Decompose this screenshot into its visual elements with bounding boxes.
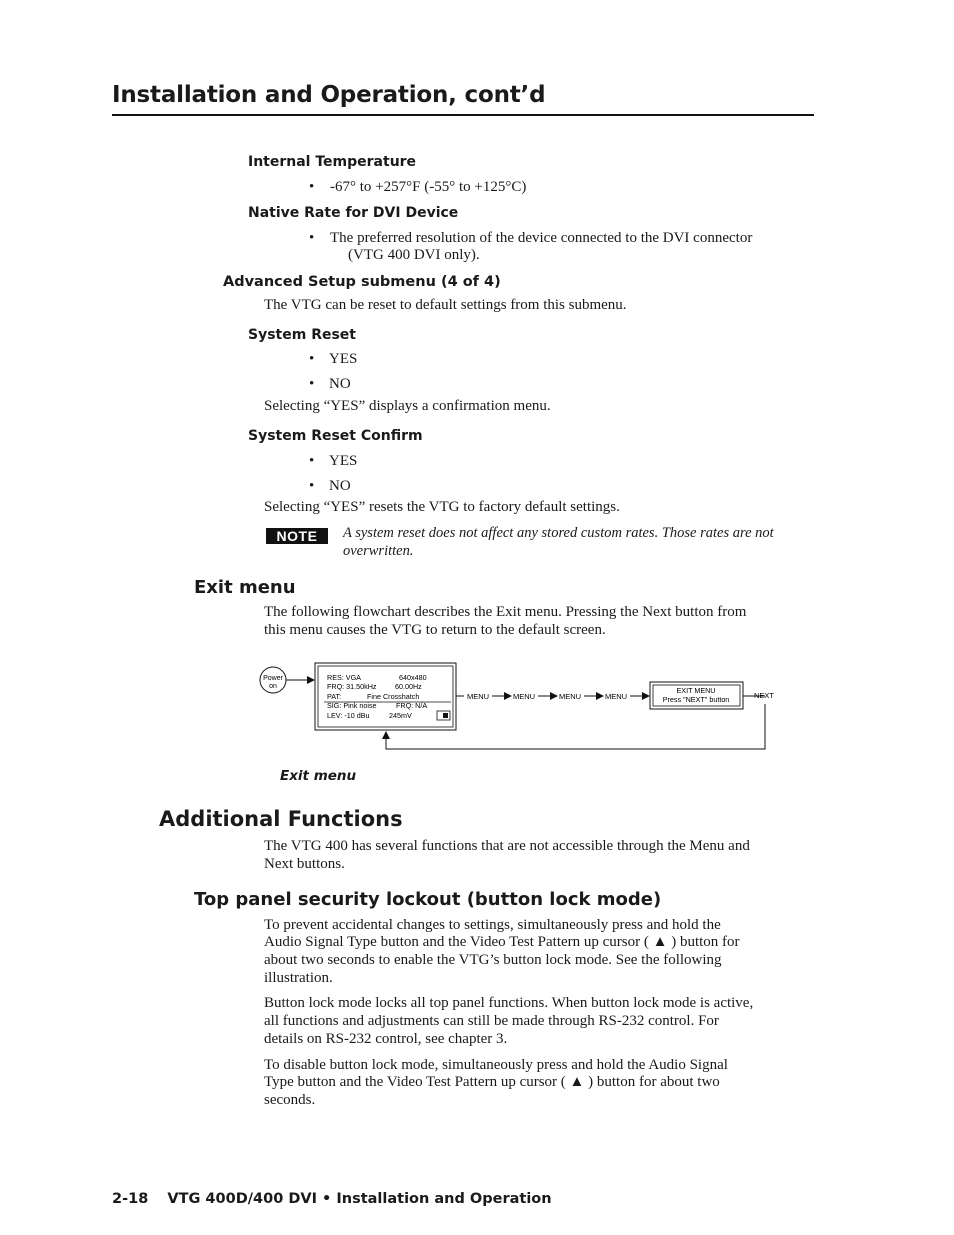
advanced-setup-heading: Advanced Setup submenu (4 of 4)	[223, 274, 501, 290]
lcd-line-right: 60.00Hz	[395, 682, 422, 691]
menu-label: MENU	[513, 692, 536, 701]
system-reset-heading: System Reset	[248, 327, 356, 343]
exit-menu-paragraph-line: The following flowchart describes the Exit menu. Pressing the Next button from	[264, 604, 747, 620]
lockout-paragraph-line: about two seconds to enable the VTG’s button lock mode. See the following	[264, 952, 722, 968]
system-reset-confirm-heading: System Reset Confirm	[248, 428, 423, 444]
list-item: • YES	[309, 351, 358, 367]
lockout-paragraph-line: seconds.	[264, 1092, 316, 1108]
lockout-paragraph-line: details on RS-232 control, see chapter 3.	[264, 1031, 508, 1047]
list-item: • NO	[309, 376, 351, 392]
lcd-line-left: FRQ: 31.50kHz	[327, 682, 377, 691]
bullet-text: YES	[329, 351, 358, 367]
additional-functions-line: The VTG 400 has several functions that are not accessible through the Menu and	[264, 838, 750, 854]
menu-label: MENU	[467, 692, 490, 701]
title-rule	[112, 114, 814, 116]
list-item: • NO	[309, 478, 351, 494]
additional-functions-line: Next buttons.	[264, 856, 345, 872]
bullet-text-continued: (VTG 400 DVI only).	[348, 247, 480, 263]
next-label: NEXT	[754, 691, 775, 700]
bullet-text: NO	[329, 478, 351, 494]
list-item: • YES	[309, 453, 358, 469]
lcd-line-left: LEV: -10 dBu	[327, 711, 370, 720]
lockout-paragraph-line: illustration.	[264, 970, 333, 986]
bullet-dot: •	[309, 230, 315, 246]
page-footer	[112, 1191, 552, 1207]
page-title: Installation and Operation, cont’d	[112, 82, 546, 108]
lcd-line-left: RES: VGA	[327, 673, 361, 682]
bullet-text: NO	[329, 376, 351, 392]
bullet-text: -67° to +257°F (-55° to +125°C)	[330, 179, 527, 195]
lcd-line-left: PAT:	[327, 692, 342, 701]
exit-menu-paragraph-line: this menu causes the VTG to return to the default screen.	[264, 622, 606, 638]
bullet-text: The preferred resolution of the device connected to the DVI connector	[330, 230, 753, 246]
lcd-line-right: Fine Crosshatch	[367, 692, 420, 701]
lockout-heading: Top panel security lockout (button lock mode)	[194, 889, 662, 910]
level-meter-icon-fill	[443, 713, 448, 718]
note-line: overwritten.	[343, 543, 414, 559]
lcd-line-right: FRQ: N/A	[396, 701, 428, 710]
exit-menu-flowchart	[256, 660, 786, 755]
list-item	[309, 178, 527, 196]
note-text	[343, 524, 813, 560]
list-item	[309, 229, 314, 247]
additional-functions-heading: Additional Functions	[159, 807, 403, 831]
note-badge: NOTE	[266, 528, 328, 544]
native-rate-heading: Native Rate for DVI Device	[248, 205, 459, 221]
system-reset-note: Selecting “YES” displays a confirmation menu.	[264, 398, 551, 414]
power-label: Power	[263, 675, 283, 682]
lcd-line-left: SIG: Pink noise	[327, 701, 377, 710]
lockout-paragraph-line: Audio Signal Type button and the Video Test Pattern up cursor ( ▲ ) button for	[264, 934, 740, 950]
advanced-setup-intro: The VTG can be reset to default settings from this submenu.	[264, 297, 627, 313]
exit-menu-heading: Exit menu	[194, 577, 296, 598]
on-label: on	[269, 683, 277, 690]
lockout-paragraph-line: all functions and adjustments can still be made through RS-232 control. For	[264, 1013, 719, 1029]
exit-menu-box-title: EXIT MENU	[676, 686, 716, 695]
bullet-text: YES	[329, 453, 358, 469]
menu-label: MENU	[605, 692, 628, 701]
exit-menu-box-subtitle: Press "NEXT" button	[662, 695, 730, 704]
lockout-paragraph-line: To prevent accidental changes to settings, simultaneously press and hold the	[264, 917, 721, 933]
lcd-line-right: 245mV	[389, 711, 412, 720]
footer-text: VTG 400D/400 DVI • Installation and Operation	[167, 1191, 552, 1207]
system-reset-confirm-note: Selecting “YES” resets the VTG to factory default settings.	[264, 499, 620, 515]
lockout-paragraph-line: Button lock mode locks all top panel functions. When button lock mode is active,	[264, 995, 754, 1011]
page-number: 2-18	[112, 1191, 149, 1207]
internal-temperature-heading: Internal Temperature	[248, 154, 417, 170]
figure-caption: Exit menu	[280, 768, 357, 784]
note-line: A system reset does not affect any stored custom rates. Those rates are not	[343, 525, 774, 541]
lockout-paragraph-line: Type button and the Video Test Pattern up cursor ( ▲ ) button for about two	[264, 1074, 720, 1090]
menu-label: MENU	[559, 692, 582, 701]
bullet-dot: •	[309, 179, 315, 195]
lockout-paragraph-line: To disable button lock mode, simultaneously press and hold the Audio Signal	[264, 1057, 728, 1073]
lcd-line-right: 640x480	[399, 673, 427, 682]
